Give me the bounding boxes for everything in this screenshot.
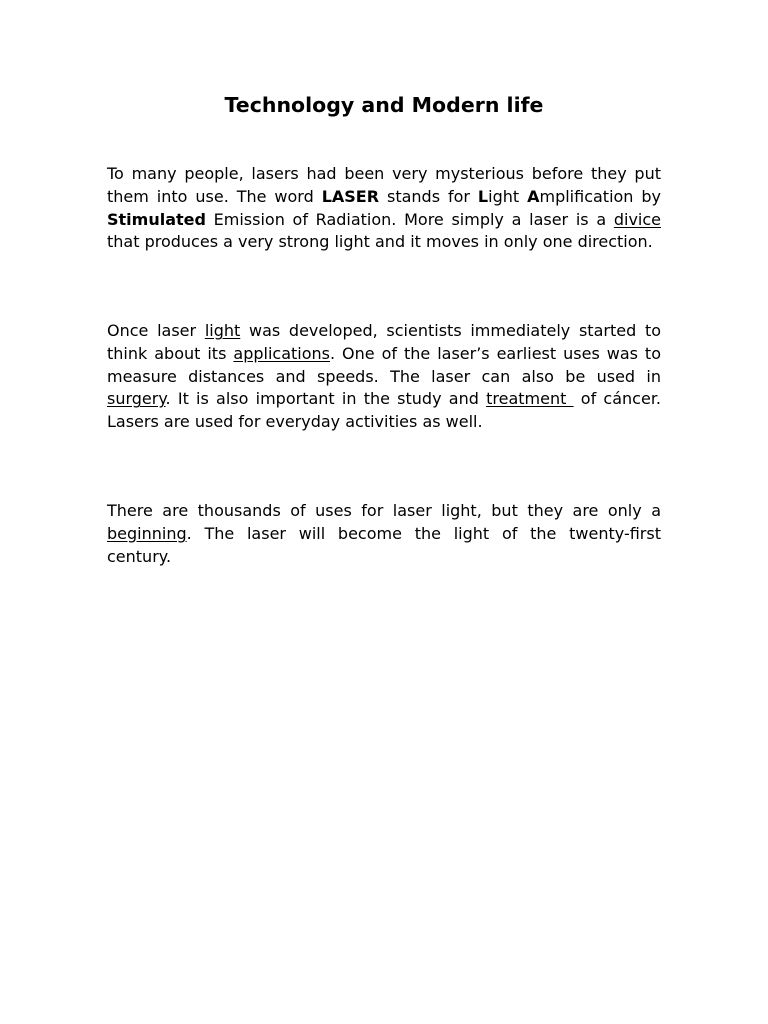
paragraph-1-text-6: that produces a very strong light and it moves in only one direction. [107,232,653,252]
paragraph-3-text-1: There are thousands of uses for laser light, but they are only a [107,501,661,520]
paragraph-2-text-4: . It is also important in the study and [165,389,487,409]
underlined-surgery: surgery [107,389,166,409]
underlined-applications: applications [233,343,330,363]
underlined-light: light [204,321,241,340]
paragraph-2-text-2: was developed, scientists immediately started to think about its [107,321,662,363]
bold-stimulated: Stimulated [107,209,206,229]
paragraph-1-text-2: stands for [379,186,478,206]
paragraph-1-text-4: mplification by [539,186,662,206]
paragraph-3 [107,500,661,568]
paragraph-2 [107,320,661,434]
paragraph-2-text-1: Once laser [107,321,205,340]
paragraph-3-text-2: . The laser will become the light of the twenty-first century. [107,523,661,566]
bold-l: L [477,186,489,206]
paragraph-1-text-5: Emission of Radiation. More simply a laser is a [205,209,614,229]
document-title: Technology and Modern life [224,93,544,117]
underlined-beginning: beginning [107,523,187,543]
paragraph-1-text-3: ight [488,186,528,206]
bold-laser: LASER [321,186,380,206]
paragraph-1 [107,163,661,254]
paragraph-1-text-1: To many people, lasers had been very mysterious before they put them into use. The word [107,164,661,206]
underlined-divice: divice [613,209,661,229]
bold-a: A [527,186,540,206]
paragraph-2-text-3: . One of the laser’s earliest uses was to measure distances and speeds. The laser can also be used in [107,343,661,386]
underlined-treatment: treatment [486,389,574,409]
paragraph-2-text-5: of cáncer. Lasers are used for everyday activities as well. [107,389,662,432]
